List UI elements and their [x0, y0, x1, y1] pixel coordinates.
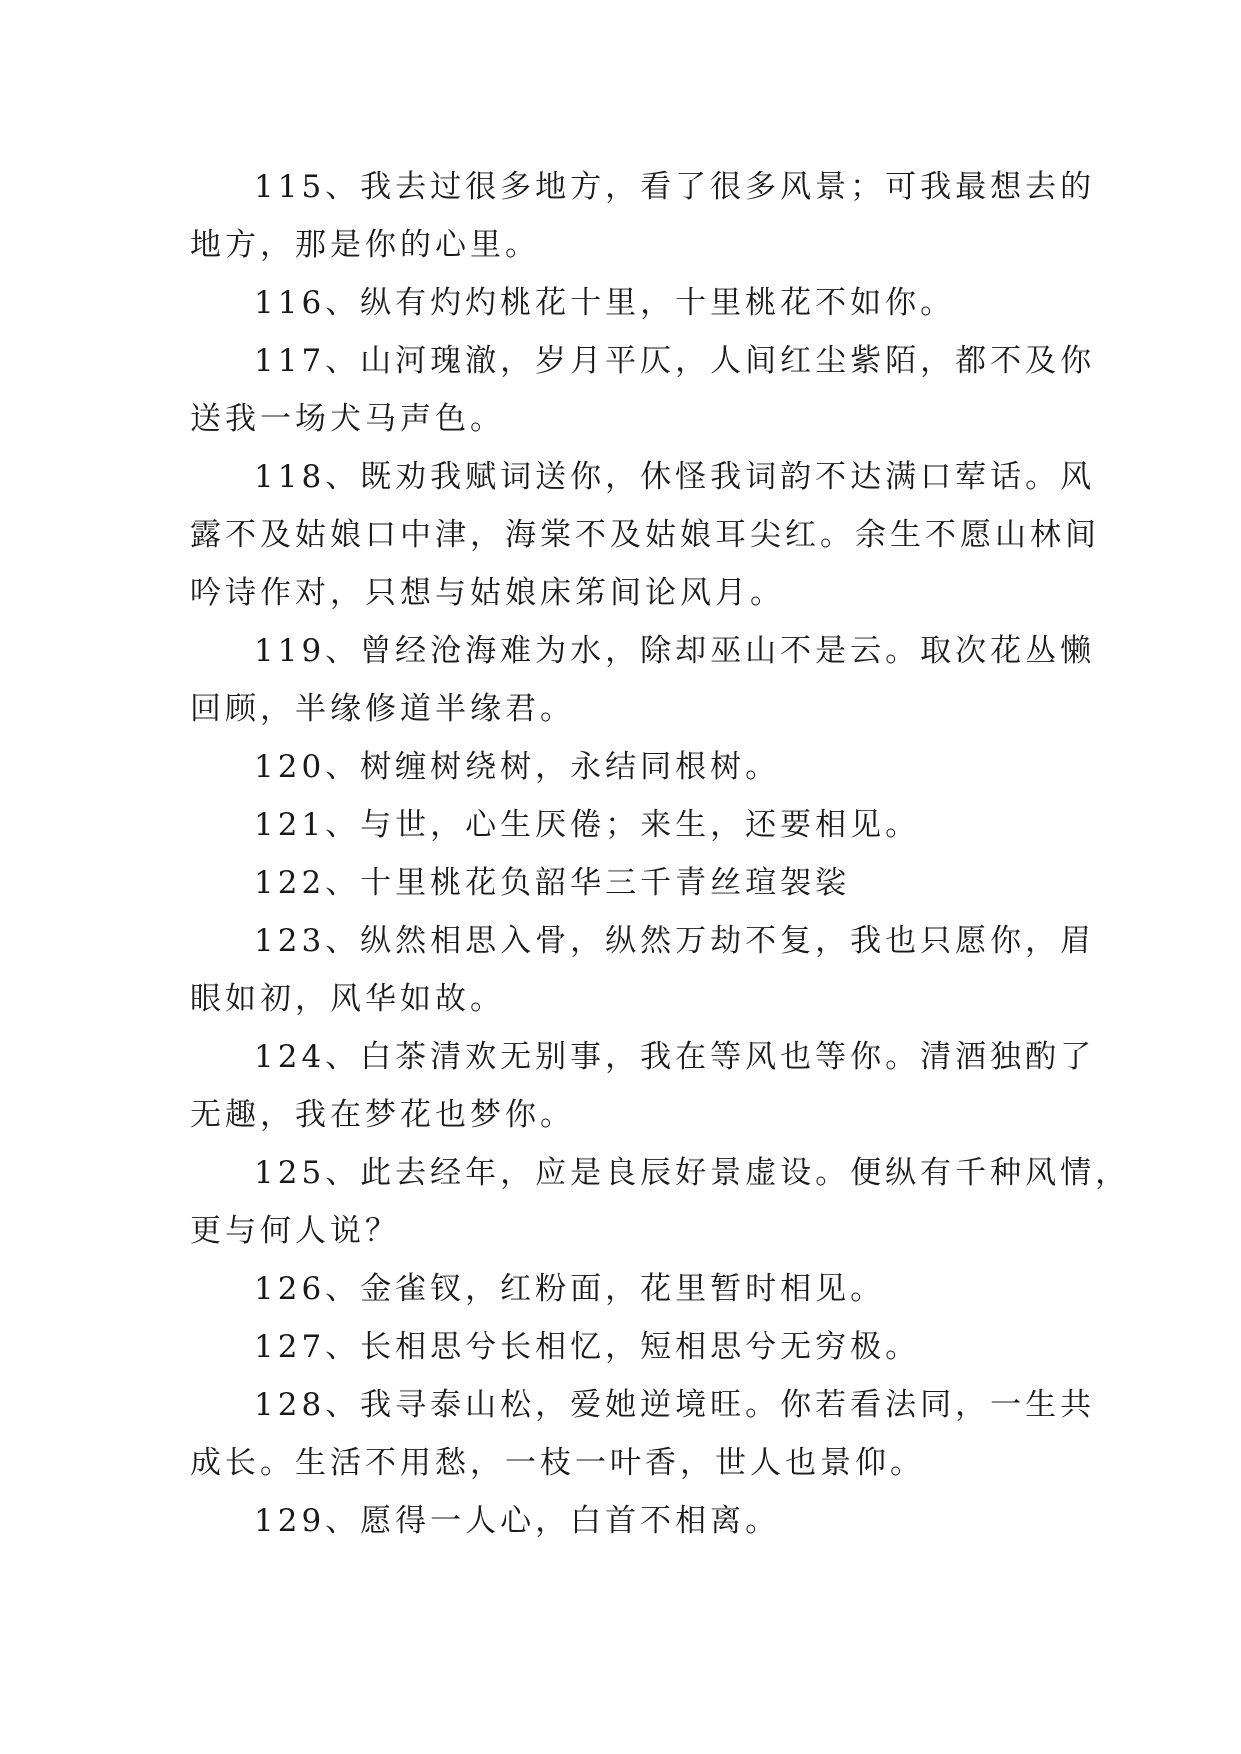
entry-line: 119、曾经沧海难为水，除却巫山不是云。取次花丛懒	[254, 633, 1096, 669]
entry-line: 115、我去过很多地方，看了很多风景；可我最想去的	[254, 169, 1096, 205]
entry-line: 回顾，半缘修道半缘君。	[190, 691, 575, 727]
entry-line: 125、此去经年，应是良辰好景虚设。便纵有千种风情，	[254, 1155, 1131, 1191]
entry-125	[190, 1144, 1131, 1260]
entry-line: 无趣，我在梦花也梦你。	[190, 1097, 575, 1133]
document-body	[190, 158, 1131, 1550]
entry-122	[190, 854, 1052, 912]
entry-121	[190, 796, 1052, 854]
entry-line: 128、我寻泰山松，爱她逆境旺。你若看法同，一生共	[254, 1387, 1096, 1423]
entry-124	[190, 1028, 1096, 1144]
entry-line: 129、愿得一人心，白首不相离。	[254, 1503, 781, 1539]
entry-line: 118、既劝我赋词送你，休怪我词韵不达满口荤话。风	[254, 459, 1096, 495]
entry-line: 121、与世，心生厌倦；来生，还要相见。	[254, 807, 921, 843]
entry-line: 116、纵有灼灼桃花十里，十里桃花不如你。	[254, 285, 956, 321]
entry-line: 成长。生活不用愁，一枝一叶香，世人也景仰。	[190, 1445, 925, 1481]
entry-line: 露不及姑娘口中津，海棠不及姑娘耳尖红。余生不愿山林间	[190, 517, 1100, 553]
entry-127	[190, 1318, 1052, 1376]
entry-118	[190, 448, 1100, 622]
entry-115	[190, 158, 1096, 274]
entry-120	[190, 738, 1052, 796]
entry-line: 眼如初，风华如故。	[190, 981, 505, 1017]
entry-line: 117、山河瑰澈，岁月平仄，人间红尘紫陌，都不及你	[254, 343, 1096, 379]
entry-116	[190, 274, 1052, 332]
entry-line: 吟诗作对，只想与姑娘床笫间论风月。	[190, 575, 785, 611]
entry-line: 地方，那是你的心里。	[190, 227, 540, 263]
entry-line: 送我一场犬马声色。	[190, 401, 505, 437]
entry-line: 126、金雀钗，红粉面，花里暂时相见。	[254, 1271, 886, 1307]
entry-128	[190, 1376, 1096, 1492]
entry-119	[190, 622, 1096, 738]
entry-line: 124、白茶清欢无别事，我在等风也等你。清酒独酌了	[254, 1039, 1096, 1075]
entry-123	[190, 912, 1096, 1028]
entry-line: 123、纵然相思入骨，纵然万劫不复，我也只愿你，眉	[254, 923, 1096, 959]
entry-line: 更与何人说？	[190, 1213, 400, 1249]
entry-line: 127、长相思兮长相忆，短相思兮无穷极。	[254, 1329, 921, 1365]
entry-line: 122、十里桃花负韶华三千青丝瑄袈裟	[254, 865, 851, 901]
entry-117	[190, 332, 1096, 448]
entry-129	[190, 1492, 1052, 1550]
entry-line: 120、树缠树绕树，永结同根树。	[254, 749, 781, 785]
entry-126	[190, 1260, 1052, 1318]
